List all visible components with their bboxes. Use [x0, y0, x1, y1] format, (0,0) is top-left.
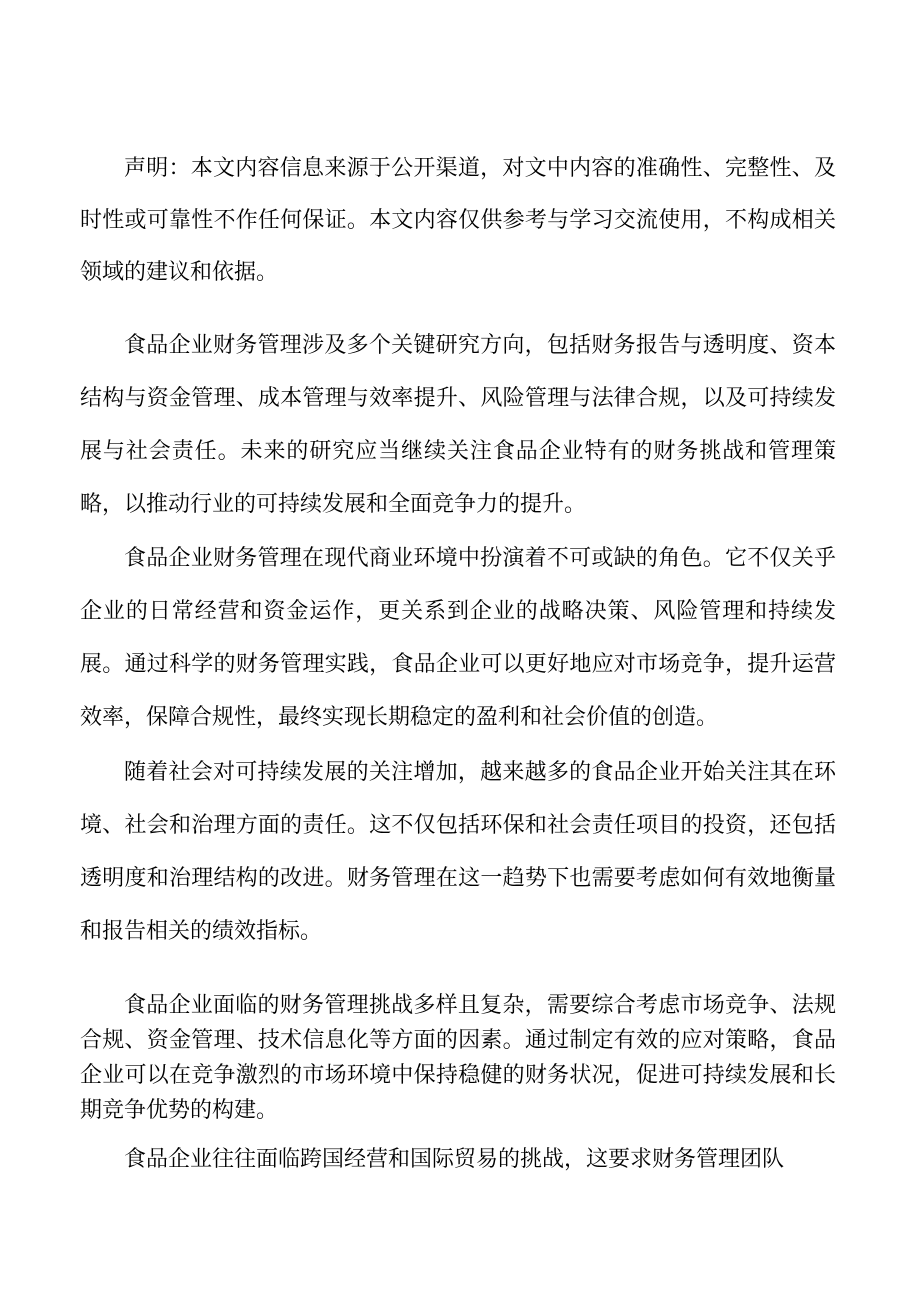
body-paragraph-sustainability: 随着社会对可持续发展的关注增加，越来越多的食品企业开始关注其在环境、社会和治理方面的责任。这不仅包括环保和社会责任项目的投资，还包括透明度和治理结构的改进。财务管理在这一趋势下也需要考虑如何有效地衡量和报告相关的绩效指标。	[80, 760, 836, 944]
body-paragraph-international: 食品企业往往面临跨国经营和国际贸易的挑战，这要求财务管理团队	[124, 1147, 785, 1172]
disclaimer-paragraph: 声明：本文内容信息来源于公开渠道，对文中内容的准确性、完整性、及时性或可靠性不作任何保证。本文内容仅供参考与学习交流使用，不构成相关领域的建议和依据。	[80, 156, 836, 285]
body-paragraph-challenges: 食品企业面临的财务管理挑战多样且复杂，需要综合考虑市场竞争、法规合规、资金管理、技术信息化等方面的因素。通过制定有效的应对策略，食品企业可以在竞争激烈的市场环境中保持稳健的财务状况，促进可持续发展和长期竞争优势的构建。	[80, 993, 836, 1123]
body-paragraph-role: 食品企业财务管理在现代商业环境中扮演着不可或缺的角色。它不仅关乎企业的日常经营和资金运作，更关系到企业的战略决策、风险管理和持续发展。通过科学的财务管理实践，食品企业可以更好地应对市场竞争，提升运营效率，保障合规性，最终实现长期稳定的盈利和社会价值的创造。	[80, 546, 836, 730]
body-paragraph-research-directions: 食品企业财务管理涉及多个关键研究方向，包括财务报告与透明度、资本结构与资金管理、成本管理与效率提升、风险管理与法律合规，以及可持续发展与社会责任。未来的研究应当继续关注食品企业特有的财务挑战和管理策略，以推动行业的可持续发展和全面竞争力的提升。	[80, 333, 836, 517]
